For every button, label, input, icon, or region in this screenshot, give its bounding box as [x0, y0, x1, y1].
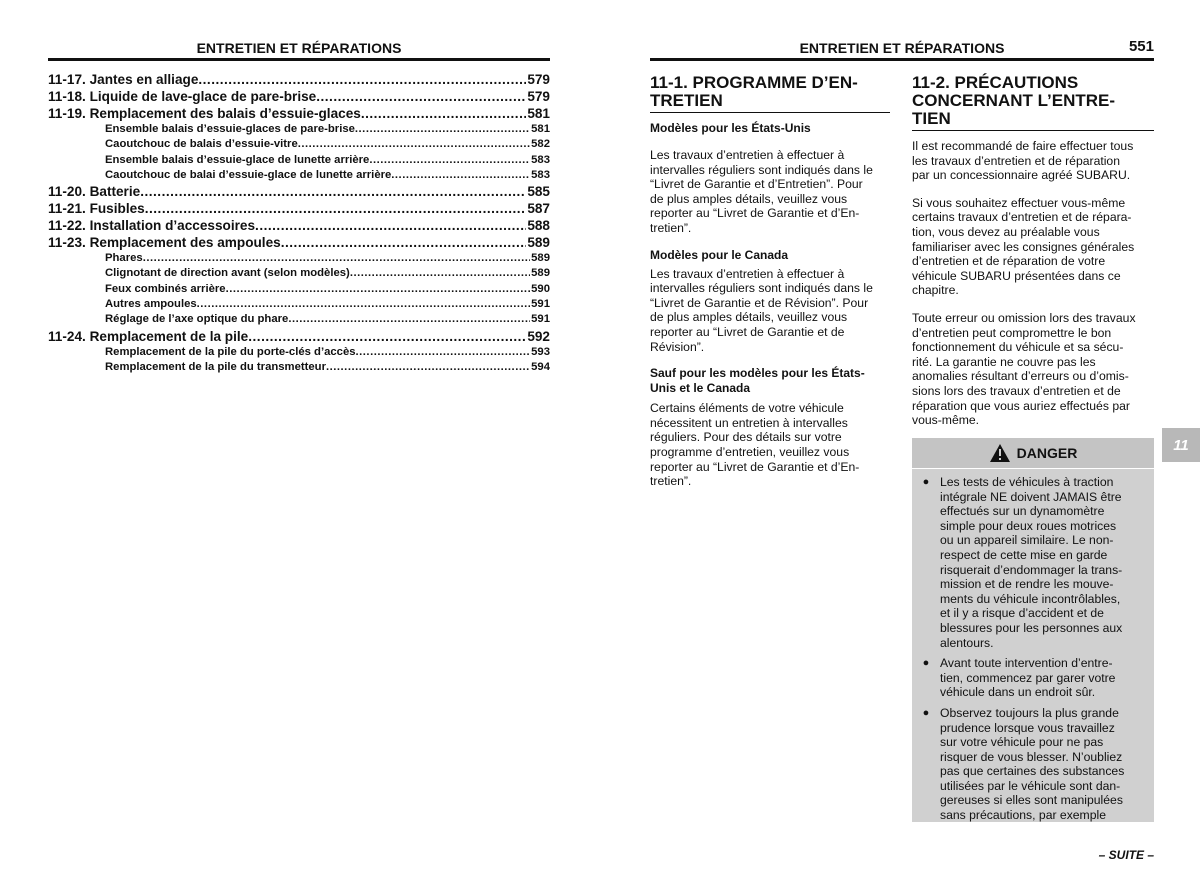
- toc-entry[interactable]: [48, 169, 550, 184]
- toc-entry-title: 11-22. Installation d’accessoires: [48, 218, 256, 234]
- toc-leader-dots: [288, 313, 530, 325]
- toc-entry[interactable]: [48, 298, 550, 313]
- text-line: Toute erreur ou omission lors des travaux: [912, 310, 1136, 325]
- subheading-canada-models: Modèles pour le Canada: [650, 247, 789, 262]
- toc-leader-dots: [361, 106, 526, 121]
- text-line: Les travaux d’entretien à effectuer à: [650, 148, 845, 162]
- danger-list: [912, 475, 1154, 822]
- page-number: 551: [1128, 38, 1154, 55]
- text-line: prudence lorsque vous travaillez: [940, 720, 1115, 735]
- text-line: Avant toute intervention d’entre-: [940, 656, 1113, 671]
- right-header-rule: [650, 58, 1154, 61]
- toc-entry-title: 11-23. Remplacement des ampoules: [48, 235, 281, 251]
- right-page-header: ENTRETIEN ET RÉPARATIONS: [799, 40, 1005, 56]
- subheading-us-models: Modèles pour les États-Unis: [650, 121, 811, 135]
- danger-header: [912, 438, 1154, 469]
- toc-entry-title: Ensemble balais d’essuie-glaces de pare-brise: [105, 123, 355, 135]
- text-line: et il y a risque d’accident et de: [940, 606, 1104, 621]
- text-line: Révision”.: [650, 339, 705, 354]
- text-line: Observez toujours la plus grande: [940, 705, 1119, 720]
- text-line: réguliers. Pour des détails sur votre: [650, 430, 842, 445]
- toc-entry[interactable]: [48, 235, 550, 252]
- toc-entry-title: Clignotant de direction avant (selon modèles): [105, 267, 350, 280]
- toc-leader-dots: [198, 72, 526, 87]
- toc-entry-title: 11-24. Remplacement de la pile: [48, 328, 249, 344]
- text-line: de plus amples détails, veuillez vous: [650, 191, 848, 206]
- danger-label: DANGER: [1016, 445, 1078, 461]
- text-line: tretien”.: [650, 474, 692, 489]
- text-line: d’entretien peut compromettre le bon: [912, 325, 1112, 340]
- paragraph-warranty-notice: [912, 311, 1154, 428]
- toc-entry[interactable]: [48, 252, 550, 267]
- toc-entry[interactable]: [48, 329, 550, 346]
- toc-entry-title: Phares: [105, 252, 143, 265]
- text-line: reporter au “Livret de Garantie et de: [650, 324, 845, 339]
- table-of-contents: [48, 72, 550, 376]
- toc-entry-page: 592: [527, 328, 550, 344]
- toc-entry-title: Remplacement de la pile du transmetteur: [105, 360, 326, 373]
- text-line: risquer de vous blesser. N’oubliez: [940, 749, 1123, 764]
- danger-box: [912, 438, 1154, 822]
- chapter-tab[interactable]: 11: [1162, 428, 1200, 462]
- toc-entry-page: 589: [527, 235, 550, 251]
- toc-entry-page: 581: [527, 106, 550, 121]
- toc-entry[interactable]: [48, 138, 550, 153]
- text-line: sans précautions, par exemple: [940, 808, 1106, 822]
- column-maintenance-program: [650, 72, 890, 489]
- subheading-line: Sauf pour les modèles pour les États-: [650, 366, 865, 381]
- danger-list-item: [912, 706, 1154, 822]
- toc-entry-page: 583: [531, 168, 550, 181]
- text-line: familiariser avec les consignes générales: [912, 239, 1135, 254]
- text-line: fonctionnement du véhicule et sa sécu-: [912, 340, 1124, 355]
- toc-leader-dots: [226, 283, 531, 295]
- section-title-11-2: [912, 74, 1154, 131]
- text-line: blessures pour les personnes aux: [940, 620, 1123, 635]
- toc-entry-title: Réglage de l’axe optique du phare: [105, 313, 289, 326]
- text-line: reporter au “Livret de Garantie et d’En-: [650, 459, 860, 474]
- danger-list-item: [912, 475, 1154, 650]
- toc-entry-title: 11-19. Remplacement des balais d’essuie-glaces: [48, 106, 361, 121]
- text-line: Les tests de véhicules à traction: [940, 475, 1114, 489]
- title-line: TIEN: [912, 109, 951, 128]
- paragraph-self-maintenance: [912, 196, 1154, 298]
- toc-entry-page: 591: [531, 298, 550, 311]
- toc-entry[interactable]: [48, 72, 550, 89]
- text-line: réparation que vous auriez effectués par: [912, 398, 1130, 413]
- toc-entry-page: 583: [531, 153, 550, 166]
- title-line: 11-1. PROGRAMME D’EN-: [650, 73, 858, 92]
- toc-entry-page: 588: [527, 218, 550, 234]
- text-line: Certains éléments de votre véhicule: [650, 401, 844, 416]
- bullet-icon: ●: [922, 476, 930, 488]
- text-line: reporter au “Livret de Garantie et d’En-: [650, 206, 860, 221]
- bullet-icon: ●: [922, 657, 930, 670]
- title-line: 11-2. PRÉCAUTIONS: [912, 73, 1079, 92]
- text-line: “Livret de Garantie et de Révision”. Pour: [650, 295, 869, 310]
- toc-leader-dots: [369, 154, 530, 166]
- toc-entry-title: Remplacement de la pile du porte-clés d’accès: [105, 345, 356, 358]
- text-line: pas que certaines des substances: [940, 764, 1125, 779]
- toc-entry-title: 11-17. Jantes en alliage: [48, 72, 199, 87]
- text-line: alentours.: [940, 635, 994, 650]
- title-line: CONCERNANT L’ENTRE-: [912, 91, 1116, 110]
- toc-entry-page: 579: [527, 72, 550, 87]
- toc-leader-dots: [316, 89, 526, 104]
- text-line: tretien”.: [650, 220, 692, 235]
- left-header-rule: [48, 58, 550, 61]
- toc-entry[interactable]: [48, 154, 550, 169]
- toc-entry[interactable]: [48, 267, 550, 282]
- text-line: intervalles réguliers sont indiqués dans le: [650, 162, 873, 177]
- toc-entry-page: 587: [527, 201, 550, 217]
- text-line: mission et de rendre les mouve-: [940, 577, 1114, 592]
- toc-entry[interactable]: [48, 106, 550, 123]
- toc-leader-dots: [248, 329, 526, 344]
- paragraph-dealer-recommendation: [912, 139, 1154, 183]
- toc-leader-dots: [326, 361, 530, 373]
- toc-entry[interactable]: [48, 123, 550, 138]
- text-line: Il est recommandé de faire effectuer tous: [912, 139, 1134, 153]
- toc-leader-dots: [197, 298, 530, 310]
- toc-entry-page: 591: [531, 313, 550, 326]
- danger-item-text: [940, 475, 1154, 650]
- paragraph-canada-models: [650, 267, 890, 355]
- toc-leader-dots: [355, 123, 530, 135]
- text-line: rité. La garantie ne couvre pas les: [912, 354, 1096, 369]
- toc-entry[interactable]: [48, 201, 550, 218]
- text-line: respect de cette mise en garde: [940, 547, 1108, 562]
- toc-leader-dots: [255, 218, 526, 233]
- danger-list-item: [912, 656, 1154, 700]
- toc-entry-page: 582: [531, 138, 550, 151]
- text-line: simple pour deux roues motrices: [940, 518, 1117, 533]
- bullet-icon: ●: [922, 706, 930, 719]
- paragraph-other-models: [650, 401, 890, 489]
- toc-entry-title: Ensemble balais d’essuie-glace de lunette arrière: [105, 153, 370, 166]
- toc-entry[interactable]: [48, 184, 550, 201]
- toc-entry-page: 594: [531, 360, 550, 373]
- danger-item-text: [940, 706, 1154, 822]
- toc-entry-title: Caoutchouc de balais d’essuie-vitre: [105, 138, 298, 151]
- paragraph-us-models: [650, 148, 890, 236]
- text-line: certains travaux d’entretien et de répara-: [912, 210, 1132, 225]
- toc-entry[interactable]: [48, 283, 550, 298]
- subheading-line: Unis et le Canada: [650, 381, 751, 396]
- text-line: vous-même.: [912, 413, 980, 428]
- text-line: Si vous souhaitez effectuer vous-même: [912, 195, 1126, 210]
- toc-entry-title: 11-21. Fusibles: [48, 201, 145, 217]
- text-line: sur votre véhicule pour ne pas: [940, 735, 1104, 750]
- text-line: risquerait d’endommager la trans-: [940, 562, 1123, 577]
- text-line: utilisées par le véhicule sont dan-: [940, 778, 1121, 793]
- warning-triangle-icon: [989, 443, 1011, 463]
- toc-leader-dots: [281, 235, 527, 250]
- column-maintenance-precautions: [912, 72, 1154, 428]
- text-line: d’entretien et de réparation de votre: [912, 254, 1106, 269]
- toc-entry-title: Caoutchouc de balai d’essuie-glace de lunette arrière: [105, 168, 392, 181]
- text-line: véhicule SUBARU présentées dans ce: [912, 268, 1121, 283]
- toc-entry[interactable]: [48, 218, 550, 235]
- toc-entry-page: 585: [527, 184, 550, 200]
- toc-entry-page: 593: [531, 345, 550, 358]
- text-line: de plus amples détails, veuillez vous: [650, 310, 848, 325]
- toc-entry-page: 590: [531, 282, 550, 295]
- toc-leader-dots: [298, 138, 530, 150]
- text-line: tion, vous devez au préalable vous: [912, 224, 1100, 239]
- section-title-11-1: [650, 74, 890, 113]
- toc-entry[interactable]: [48, 346, 550, 361]
- text-line: programme d’entretien, veuillez vous: [650, 444, 850, 459]
- text-line: anomalies résultant d’erreurs ou d’omis-: [912, 369, 1129, 384]
- text-line: ments du véhicule incontrôlables,: [940, 591, 1121, 606]
- text-line: chapitre.: [912, 283, 959, 298]
- toc-entry-title: 11-20. Batterie: [48, 184, 141, 200]
- toc-entry-page: 589: [531, 252, 550, 265]
- title-line: TRETIEN: [650, 91, 723, 110]
- danger-item-text: [940, 656, 1154, 700]
- toc-leader-dots: [143, 252, 530, 264]
- toc-entry[interactable]: [48, 361, 550, 376]
- toc-leader-dots: [391, 169, 530, 181]
- toc-entry[interactable]: [48, 313, 550, 328]
- text-line: intervalles réguliers sont indiqués dans le: [650, 281, 873, 296]
- toc-entry-page: 589: [531, 267, 550, 280]
- toc-entry-title: 11-18. Liquide de lave-glace de pare-brise: [48, 89, 317, 104]
- text-line: “Livret de Garantie et d’Entretien”. Pour: [650, 177, 863, 192]
- subheading-other-models: [650, 366, 890, 396]
- text-line: ou un appareil similaire. Le non-: [940, 533, 1114, 548]
- toc-leader-dots: [145, 201, 527, 216]
- text-line: véhicule dans un endroit sûr.: [940, 685, 1096, 700]
- toc-entry-page: 581: [531, 123, 550, 135]
- text-line: sions lors des travaux d’entretien et de: [912, 383, 1121, 398]
- toc-entry-title: Feux combinés arrière: [105, 282, 226, 295]
- left-page-header: ENTRETIEN ET RÉPARATIONS: [196, 40, 402, 56]
- text-line: Les travaux d’entretien à effectuer à: [650, 266, 845, 281]
- toc-leader-dots: [350, 267, 530, 279]
- toc-entry-title: Autres ampoules: [105, 298, 197, 311]
- toc-leader-dots: [140, 184, 526, 199]
- text-line: nécessitent un entretien à intervalles: [650, 415, 848, 430]
- text-line: par un concessionnaire agréé SUBARU.: [912, 168, 1131, 183]
- text-line: tien, commencez par garer votre: [940, 670, 1116, 685]
- text-line: intégrale NE doivent JAMAIS être: [940, 489, 1122, 504]
- continued-label: – SUITE –: [1098, 848, 1154, 862]
- text-line: gereuses si elles sont manipulées: [940, 793, 1123, 808]
- text-line: effectués sur un dynamomètre: [940, 504, 1105, 519]
- toc-entry-page: 579: [527, 89, 550, 104]
- text-line: les travaux d’entretien et de réparation: [912, 153, 1120, 168]
- toc-entry[interactable]: [48, 89, 550, 106]
- toc-leader-dots: [356, 346, 531, 358]
